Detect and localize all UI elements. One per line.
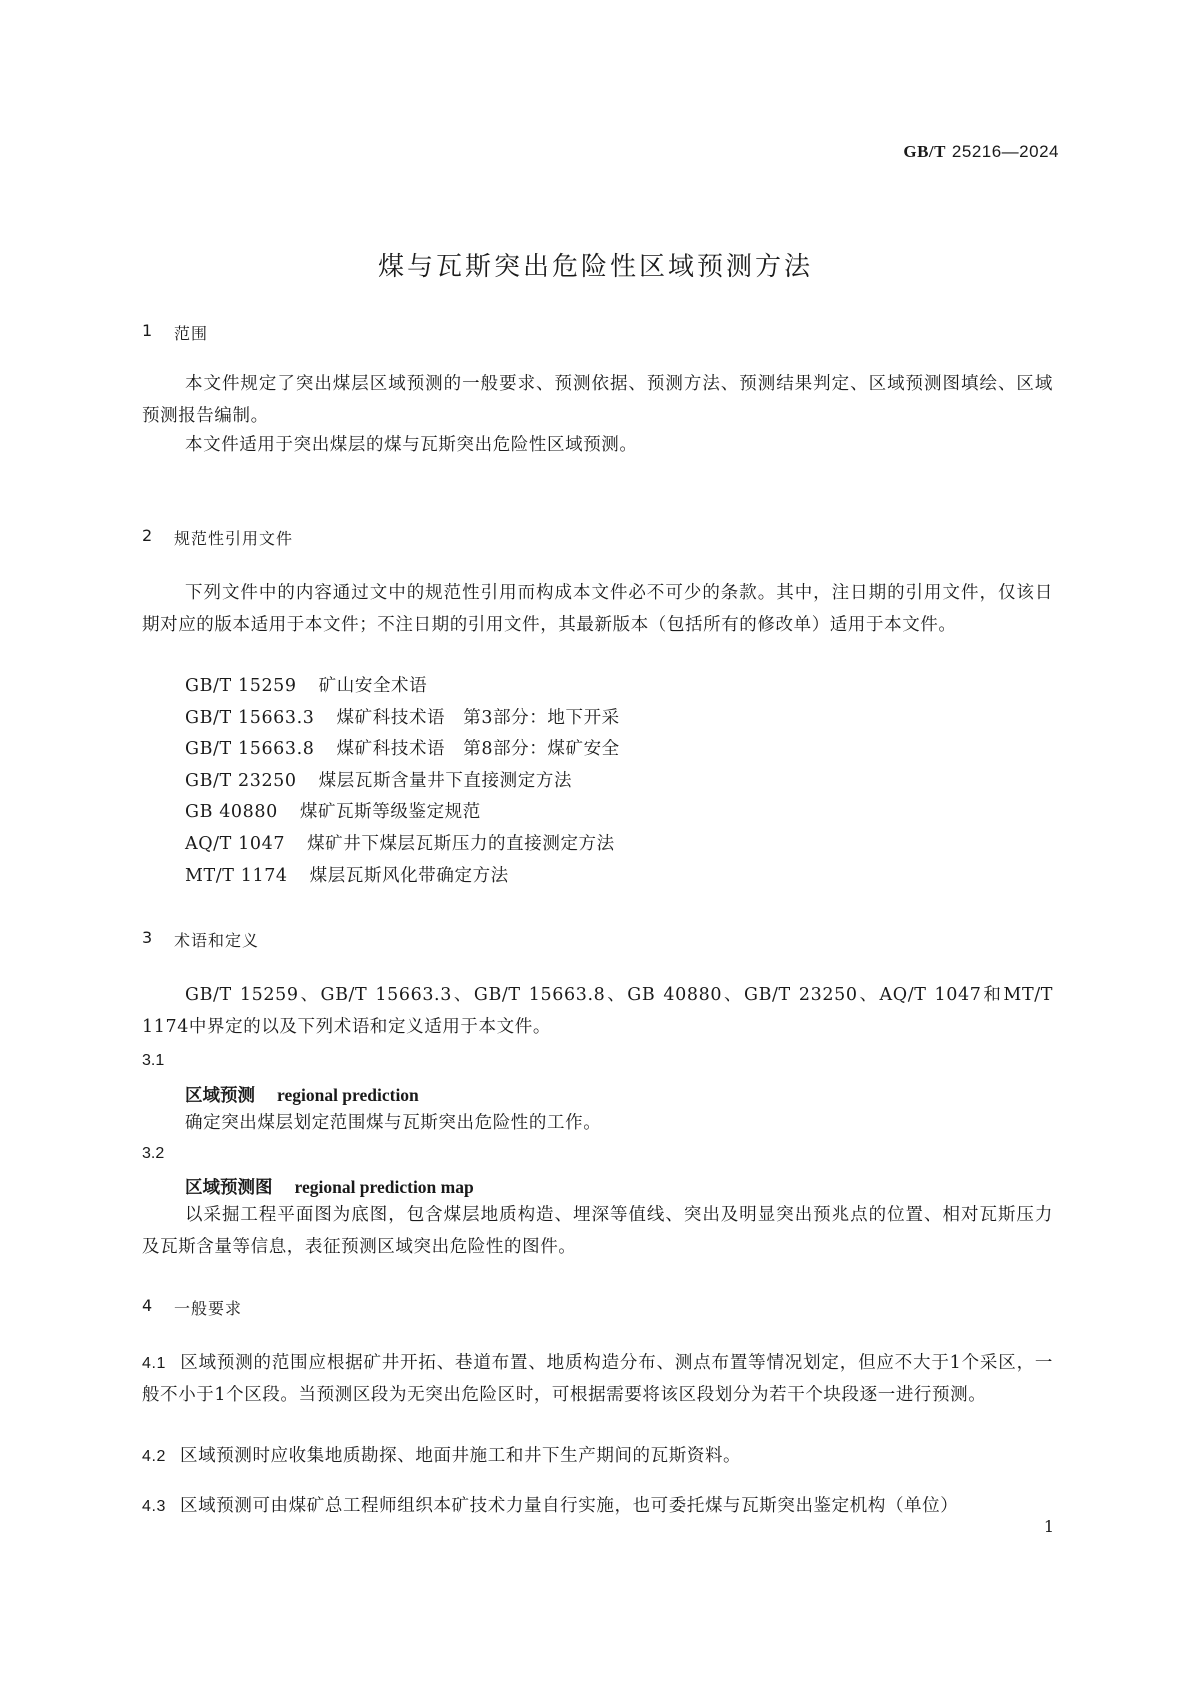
term-chinese: 区域预测 [185,1086,255,1106]
reference-name: 煤层瓦斯风化带确定方法 [309,865,509,886]
reference-code: AQ/T 1047 [185,833,286,854]
section-title: 一般要求 [174,1299,243,1318]
normative-reference-list [185,671,620,892]
section-title: 规范性引用文件 [174,529,294,548]
section-number: 1 [142,321,154,340]
standard-code [903,142,1059,162]
reference-item [185,703,620,735]
standard-number: 25216—2024 [951,142,1059,161]
reference-item [185,766,620,798]
section-title: 术语和定义 [174,931,260,950]
term-number: 3.1 [142,1052,165,1069]
reference-name: 矿山安全术语 [318,676,428,696]
reference-item [185,829,620,861]
reference-name: 煤矿科技术语 第3部分：地下开采 [336,707,620,728]
reference-name: 煤矿瓦斯等级鉴定规范 [299,802,481,823]
term-english: regional prediction [277,1085,419,1105]
section-3-intro: GB/T 15259、GB/T 15663.3、GB/T 15663.8、GB 40880、GB/T 23250、AQ/T 1047和MT/T 1174中界定的以及下列术语和定义适用于本文件。 [142,985,1053,1037]
reference-code: GB/T 23250 [185,770,297,791]
reference-item [185,671,620,703]
reference-item [185,861,620,893]
section-1-paragraph-2: 本文件适用于突出煤层的煤与瓦斯突出危险性区域预测。 [185,435,638,455]
section-number: 2 [142,526,154,545]
reference-code: GB/T 15259 [185,676,297,696]
clause-4-3 [142,1491,1053,1523]
clause-number: 4.1 [142,1355,167,1372]
section-2-intro: 下列文件中的内容通过文中的规范性引用而构成本文件必不可少的条款。其中，注日期的引用文件，仅该日期对应的版本适用于本文件；不注日期的引用文件，其最新版本（包括所有的修改单）适用于本文件。 [142,583,1053,635]
term-heading [185,1174,474,1199]
standard-prefix: GB/T [903,142,946,161]
section-number: 3 [142,928,154,947]
clause-number: 4.2 [142,1448,167,1465]
reference-name: 煤层瓦斯含量井下直接测定方法 [318,770,573,791]
clause-text: 区域预测的范围应根据矿井开拓、巷道布置、地质构造分布、测点布置等情况划定，但应不大于1个采区，一般不小于1个区段。当预测区段为无突出危险区时，可根据需要将该区段划分为若干个块段逐一进行预测。 [142,1353,1053,1405]
clause-4-1 [142,1348,1053,1411]
section-title: 范围 [174,324,209,343]
reference-item [185,797,620,829]
term-heading [185,1082,419,1107]
section-1-paragraph-1: 本文件规定了突出煤层区域预测的一般要求、预测依据、预测方法、预测结果判定、区域预测图填绘、区域预测报告编制。 [142,374,1053,426]
clause-4-2 [142,1441,1053,1473]
document-title: 煤与瓦斯突出危险性区域预测方法 [377,252,813,282]
reference-code: GB/T 15663.8 [185,739,315,760]
page-number: 1 [1043,1517,1054,1536]
term-chinese: 区域预测图 [185,1178,273,1198]
reference-code: GB/T 15663.3 [185,707,315,728]
term-number: 3.2 [142,1145,165,1162]
term-english: regional prediction map [294,1177,474,1197]
section-number: 4 [142,1296,154,1315]
term-definition: 以采掘工程平面图为底图，包含煤层地质构造、埋深等值线、突出及明显突出预兆点的位置、相对瓦斯压力及瓦斯含量等信息，表征预测区域突出危险性的图件。 [142,1205,1053,1257]
reference-name: 煤矿井下煤层瓦斯压力的直接测定方法 [307,833,615,854]
reference-name: 煤矿科技术语 第8部分：煤矿安全 [336,739,620,760]
clause-text: 区域预测时应收集地质勘探、地面井施工和井下生产期间的瓦斯资料。 [180,1446,742,1466]
reference-code: MT/T 1174 [185,865,288,886]
clause-number: 4.3 [142,1498,167,1515]
reference-code: GB 40880 [185,802,278,823]
clause-text: 区域预测可由煤矿总工程师组织本矿技术力量自行实施，也可委托煤与瓦斯突出鉴定机构（单位） [180,1496,959,1516]
term-definition: 确定突出煤层划定范围煤与瓦斯突出危险性的工作。 [185,1113,602,1133]
reference-item [185,734,620,766]
